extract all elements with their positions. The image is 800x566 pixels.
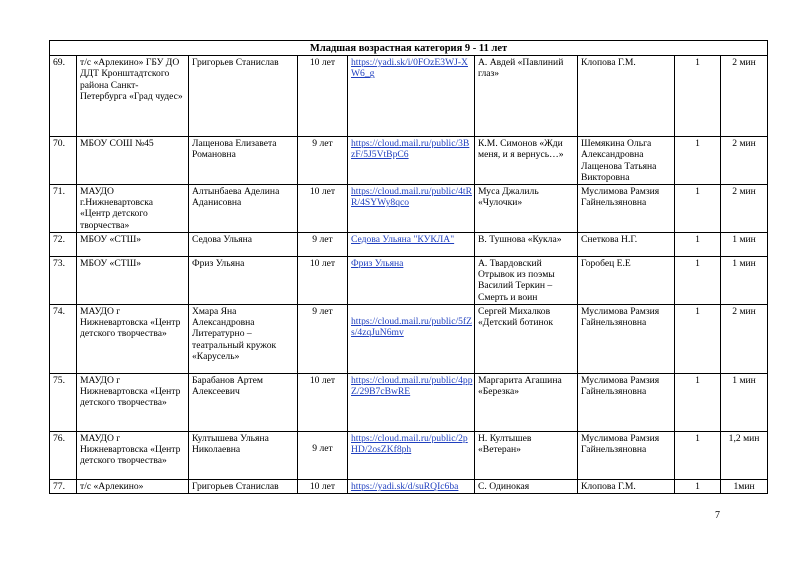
- participant-count: 1: [675, 257, 721, 305]
- row-number: 76.: [50, 432, 77, 480]
- participant-name: Григорьев Станислав: [189, 56, 298, 137]
- performance-duration: 2 мин: [721, 137, 768, 185]
- performed-work: Сергей Михалков «Детский ботинок: [475, 305, 578, 374]
- participant-count: 1: [675, 56, 721, 137]
- table-row: [50, 137, 768, 185]
- table-title-row: [50, 41, 768, 56]
- performance-duration: 2 мин: [721, 305, 768, 374]
- participant-name: Култышева Ульяна Николаевна: [189, 432, 298, 480]
- organization: МБОУ СОШ №45: [77, 137, 189, 185]
- table-row: [50, 185, 768, 233]
- participant-name: Барабанов Артем Алексеевич: [189, 374, 298, 432]
- teacher-name: Муслимова Рамзия Гайнельзяновна: [578, 185, 675, 233]
- performed-work: А. Твардовский Отрывок из поэмы Василий Теркин – Смерть и воин: [475, 257, 578, 305]
- participant-count: 1: [675, 305, 721, 374]
- performance-duration: 1 мин: [721, 233, 768, 257]
- performance-duration: 1,2 мин: [721, 432, 768, 480]
- row-number: 69.: [50, 56, 77, 137]
- table-row: [50, 56, 768, 137]
- performance-duration: 1мин: [721, 480, 768, 494]
- organization: т/с «Арлекино» ГБУ ДО ДДТ Кронштадтского района Санкт-Петербурга «Град чудес»: [77, 56, 189, 137]
- row-number: 73.: [50, 257, 77, 305]
- participant-age: 10 лет: [298, 480, 348, 494]
- table-row: [50, 480, 768, 494]
- organization: т/с «Арлекино»: [77, 480, 189, 494]
- video-link[interactable]: https://cloud.mail.ru/public/3BzF/5J5VtBpC6: [351, 138, 470, 161]
- table-row: [50, 257, 768, 305]
- organization: МАУДО г Нижневартовска «Центр детского творчества»: [77, 305, 189, 374]
- participant-age: 9 лет: [312, 443, 333, 455]
- row-number: 70.: [50, 137, 77, 185]
- performed-work: Маргарита Агашина «Березка»: [475, 374, 578, 432]
- performance-duration: 1 мин: [721, 374, 768, 432]
- teacher-name: Муслимова Рамзия Гайнельзяновна: [578, 374, 675, 432]
- participant-count: 1: [675, 374, 721, 432]
- participant-count: 1: [675, 185, 721, 233]
- participant-name: Григорьев Станислав: [189, 480, 298, 494]
- participant-age: 10 лет: [298, 56, 348, 137]
- video-link[interactable]: Седова Ульяна "КУКЛА": [351, 234, 455, 246]
- row-number: 74.: [50, 305, 77, 374]
- participant-age: 10 лет: [298, 257, 348, 305]
- participant-count: 1: [675, 233, 721, 257]
- organization: МБОУ «СТШ»: [77, 257, 189, 305]
- performed-work: С. Одинокая: [475, 480, 578, 494]
- row-number: 71.: [50, 185, 77, 233]
- row-number: 72.: [50, 233, 77, 257]
- performed-work: Муса Джалиль «Чулочки»: [475, 185, 578, 233]
- participant-count: 1: [675, 432, 721, 480]
- teacher-name: Муслимова Рамзия Гайнельзяновна: [578, 432, 675, 480]
- organization: МАУДО г.Нижневартовска «Центр детского творчества»: [77, 185, 189, 233]
- video-link[interactable]: https://yadi.sk/i/0FOzE3WJ-XW6_g: [351, 57, 468, 80]
- participant-age: 10 лет: [298, 185, 348, 233]
- participant-name: Фриз Ульяна: [189, 257, 298, 305]
- performance-duration: 2 мин: [721, 185, 768, 233]
- organization: МАУДО г Нижневартовска «Центр детского творчества»: [77, 374, 189, 432]
- video-link[interactable]: https://cloud.mail.ru/public/2pHD/2osZKf8ph: [351, 433, 468, 456]
- performed-work: Н. Култышев «Ветеран»: [475, 432, 578, 480]
- participant-age: 9 лет: [298, 305, 348, 374]
- participant-age: 9 лет: [298, 233, 348, 257]
- teacher-name: Клопова Г.М.: [578, 480, 675, 494]
- participant-count: 1: [675, 480, 721, 494]
- participant-age: 9 лет: [298, 137, 348, 185]
- organization: МАУДО г Нижневартовска «Центр детского творчества»: [77, 432, 189, 480]
- table-row: [50, 233, 768, 257]
- participant-name: Седова Ульяна: [189, 233, 298, 257]
- video-link[interactable]: https://yadi.sk/d/suRQIc6ba: [351, 481, 459, 493]
- row-number: 77.: [50, 480, 77, 494]
- teacher-name: Шемякина Ольга Александровна Лащенова Татьяна Викторовна: [578, 137, 675, 185]
- participant-name: Алтынбаева Аделина Аданисовна: [189, 185, 298, 233]
- video-link[interactable]: https://cloud.mail.ru/public/4tRR/4SYWy8qco: [351, 186, 472, 209]
- table-row: [50, 432, 768, 480]
- teacher-name: Снеткова Н.Г.: [578, 233, 675, 257]
- performance-duration: 1 мин: [721, 257, 768, 305]
- table-title: Младшая возрастная категория 9 - 11 лет: [50, 41, 768, 56]
- participant-name: Хмара Яна Александровна Литературно – театральный кружок «Карусель»: [189, 305, 298, 374]
- performed-work: В. Тушнова «Кукла»: [475, 233, 578, 257]
- performed-work: К.М. Симонов «Жди меня, и я вернусь…»: [475, 137, 578, 185]
- page-number: 7: [715, 510, 720, 521]
- performance-duration: 2 мин: [721, 56, 768, 137]
- table-row: [50, 374, 768, 432]
- row-number: 75.: [50, 374, 77, 432]
- performed-work: А. Авдей «Павлиний глаз»: [475, 56, 578, 137]
- video-link[interactable]: https://cloud.mail.ru/public/4ppZ/29B7cBwRE: [351, 375, 473, 398]
- organization: МБОУ «СТШ»: [77, 233, 189, 257]
- participant-count: 1: [675, 137, 721, 185]
- participant-name: Лащенова Елизавета Романовна: [189, 137, 298, 185]
- participants-table: [49, 40, 768, 494]
- video-link[interactable]: Фриз Ульяна: [351, 258, 404, 270]
- participant-age: 10 лет: [298, 374, 348, 432]
- teacher-name: Горобец Е.Е: [578, 257, 675, 305]
- teacher-name: Муслимова Рамзия Гайнельзяновна: [578, 305, 675, 374]
- table-row: [50, 305, 768, 374]
- teacher-name: Клопова Г.М.: [578, 56, 675, 137]
- video-link[interactable]: https://cloud.mail.ru/public/5fZs/4zqJuN6mv: [351, 316, 472, 339]
